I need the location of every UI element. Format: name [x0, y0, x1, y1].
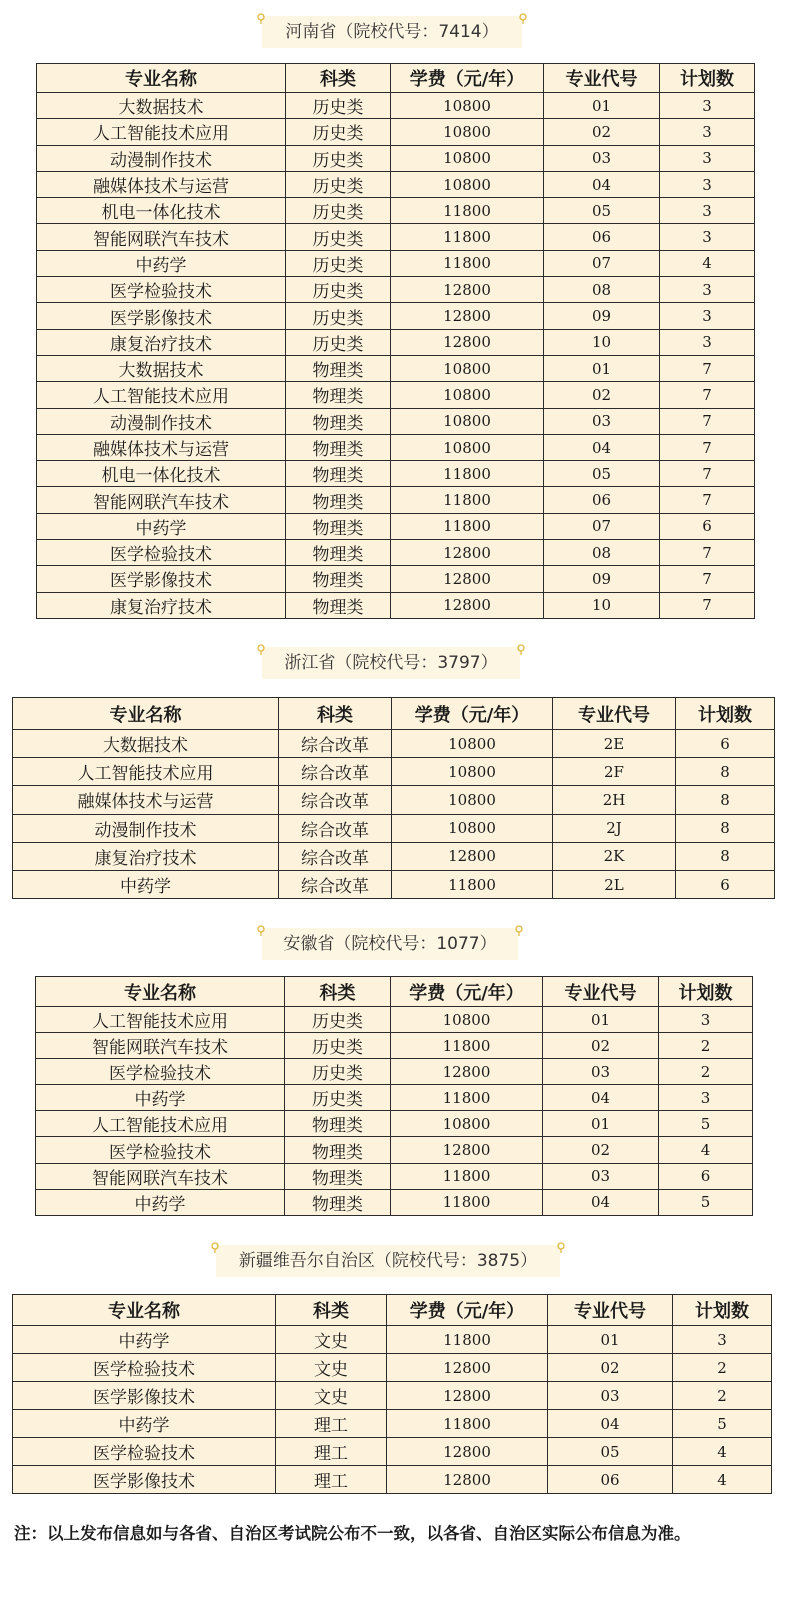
table-row: [36, 1007, 753, 1033]
tuition-cell: 12800: [392, 842, 553, 870]
major-code-cell: 05: [548, 1438, 673, 1466]
tuition-cell: 10800: [391, 145, 544, 171]
major-name-cell: 中药学: [37, 513, 286, 539]
table-row: [37, 277, 755, 303]
plan-count-cell: 6: [676, 870, 775, 898]
table-header-row: [37, 64, 755, 93]
section-title-text: 新疆维吾尔自治区（院校代号：3875）: [238, 1251, 538, 1271]
major-name-cell: 人工智能技术应用: [36, 1007, 285, 1033]
table-row: [36, 1111, 753, 1137]
major-name-cell: 智能网联汽车技术: [36, 1163, 285, 1189]
major-code-cell: 03: [544, 408, 660, 434]
major-name-cell: 融媒体技术与运营: [37, 434, 286, 460]
major-code-cell: 02: [544, 119, 660, 145]
major-code-cell: 02: [548, 1354, 673, 1382]
major-name-cell: 中药学: [37, 250, 286, 276]
category-cell: 综合改革: [279, 786, 392, 814]
plan-count-cell: 7: [660, 408, 755, 434]
major-code-cell: 09: [544, 303, 660, 329]
category-cell: 文史: [276, 1354, 387, 1382]
column-header: 科类: [279, 698, 392, 730]
column-header: 专业名称: [13, 1295, 276, 1326]
major-code-cell: 04: [548, 1410, 673, 1438]
tuition-cell: 11800: [391, 1189, 543, 1215]
category-cell: 综合改革: [279, 814, 392, 842]
category-cell: 物理类: [286, 566, 391, 592]
table-row: [37, 119, 755, 145]
plan-count-cell: 2: [659, 1059, 753, 1085]
plan-count-cell: 3: [660, 145, 755, 171]
major-name-cell: 机电一体化技术: [37, 461, 286, 487]
column-header: 学费（元/年）: [391, 977, 543, 1007]
table-row: [37, 145, 755, 171]
column-header: 学费（元/年）: [387, 1295, 548, 1326]
ornament-icon: [208, 1239, 222, 1253]
tuition-cell: 12800: [391, 1059, 543, 1085]
plan-count-cell: 7: [660, 540, 755, 566]
table-row: [13, 1382, 772, 1410]
ornament-icon: [254, 10, 268, 24]
tuition-cell: 10800: [391, 355, 544, 381]
column-header: 计划数: [660, 64, 755, 93]
plan-count-cell: 8: [676, 758, 775, 786]
tuition-cell: 10800: [392, 786, 553, 814]
category-cell: 历史类: [286, 224, 391, 250]
major-name-cell: 医学检验技术: [37, 540, 286, 566]
major-code-cell: 05: [544, 461, 660, 487]
column-header: 学费（元/年）: [392, 698, 553, 730]
major-name-cell: 医学检验技术: [36, 1137, 285, 1163]
category-cell: 物理类: [286, 487, 391, 513]
table-row: [36, 1085, 753, 1111]
major-name-cell: 中药学: [36, 1189, 285, 1215]
major-name-cell: 动漫制作技术: [37, 145, 286, 171]
major-name-cell: 医学影像技术: [13, 1466, 276, 1494]
table-row: [13, 870, 775, 898]
tuition-cell: 12800: [391, 303, 544, 329]
major-name-cell: 智能网联汽车技术: [36, 1033, 285, 1059]
major-code-cell: 07: [544, 250, 660, 276]
major-code-cell: 2J: [553, 814, 676, 842]
tuition-cell: 10800: [391, 408, 544, 434]
plan-count-cell: 8: [676, 786, 775, 814]
table-row: [37, 408, 755, 434]
table-row: [37, 540, 755, 566]
tuition-cell: 10800: [392, 814, 553, 842]
plan-count-cell: 7: [660, 566, 755, 592]
major-name-cell: 中药学: [13, 870, 279, 898]
column-header: 专业名称: [36, 977, 285, 1007]
section-title-xinjiang: [216, 1245, 560, 1277]
category-cell: 物理类: [286, 592, 391, 618]
tuition-cell: 10800: [391, 171, 544, 197]
major-code-cell: 01: [544, 355, 660, 381]
ornament-icon: [254, 922, 268, 936]
tuition-cell: 11800: [387, 1326, 548, 1354]
column-header: 专业代号: [543, 977, 659, 1007]
major-code-cell: 06: [544, 224, 660, 250]
table-row: [37, 382, 755, 408]
tuition-cell: 11800: [391, 487, 544, 513]
tuition-cell: 12800: [391, 592, 544, 618]
major-code-cell: 04: [544, 171, 660, 197]
major-code-cell: 01: [543, 1111, 659, 1137]
table-row: [13, 1326, 772, 1354]
category-cell: 历史类: [286, 250, 391, 276]
major-name-cell: 医学影像技术: [37, 303, 286, 329]
category-cell: 综合改革: [279, 758, 392, 786]
plan-count-cell: 7: [660, 592, 755, 618]
plan-count-cell: 7: [660, 355, 755, 381]
major-name-cell: 人工智能技术应用: [13, 758, 279, 786]
major-code-cell: 10: [544, 592, 660, 618]
plan-count-cell: 7: [660, 487, 755, 513]
plan-count-cell: 4: [659, 1137, 753, 1163]
table-row: [37, 592, 755, 618]
category-cell: 历史类: [285, 1007, 391, 1033]
major-code-cell: 06: [548, 1466, 673, 1494]
table-row: [37, 329, 755, 355]
table-row: [37, 355, 755, 381]
plan-count-cell: 6: [676, 730, 775, 758]
plan-count-cell: 2: [673, 1354, 772, 1382]
category-cell: 历史类: [286, 145, 391, 171]
major-code-cell: 2H: [553, 786, 676, 814]
column-header: 专业名称: [37, 64, 286, 93]
major-name-cell: 智能网联汽车技术: [37, 487, 286, 513]
major-name-cell: 人工智能技术应用: [36, 1111, 285, 1137]
tuition-cell: 11800: [387, 1410, 548, 1438]
table-header-row: [13, 698, 775, 730]
admission-table-henan: [36, 63, 755, 619]
major-name-cell: 人工智能技术应用: [37, 119, 286, 145]
table-row: [13, 1354, 772, 1382]
tuition-cell: 12800: [391, 1137, 543, 1163]
table-row: [13, 730, 775, 758]
plan-count-cell: 4: [673, 1466, 772, 1494]
column-header: 学费（元/年）: [391, 64, 544, 93]
major-name-cell: 大数据技术: [37, 355, 286, 381]
category-cell: 物理类: [285, 1137, 391, 1163]
plan-count-cell: 6: [660, 513, 755, 539]
tuition-cell: 11800: [391, 1085, 543, 1111]
major-code-cell: 04: [544, 434, 660, 460]
major-name-cell: 医学检验技术: [13, 1354, 276, 1382]
tuition-cell: 11800: [391, 461, 544, 487]
tuition-cell: 10800: [391, 382, 544, 408]
major-code-cell: 05: [544, 198, 660, 224]
plan-count-cell: 7: [660, 461, 755, 487]
major-name-cell: 中药学: [13, 1326, 276, 1354]
table-row: [13, 1466, 772, 1494]
major-code-cell: 07: [544, 513, 660, 539]
major-code-cell: 2F: [553, 758, 676, 786]
major-name-cell: 康复治疗技术: [37, 329, 286, 355]
category-cell: 历史类: [286, 93, 391, 119]
major-code-cell: 01: [544, 93, 660, 119]
category-cell: 历史类: [285, 1033, 391, 1059]
plan-count-cell: 4: [673, 1438, 772, 1466]
category-cell: 物理类: [285, 1163, 391, 1189]
ornament-icon: [554, 1239, 568, 1253]
major-name-cell: 中药学: [13, 1410, 276, 1438]
admission-table-anhui: [35, 976, 753, 1216]
major-code-cell: 04: [543, 1189, 659, 1215]
category-cell: 历史类: [286, 303, 391, 329]
table-row: [13, 758, 775, 786]
plan-count-cell: 3: [660, 171, 755, 197]
section-title-henan: [262, 16, 522, 48]
category-cell: 物理类: [286, 513, 391, 539]
plan-count-cell: 3: [660, 198, 755, 224]
category-cell: 理工: [276, 1466, 387, 1494]
table-row: [36, 1189, 753, 1215]
category-cell: 物理类: [285, 1189, 391, 1215]
category-cell: 历史类: [285, 1085, 391, 1111]
ornament-icon: [514, 641, 528, 655]
category-cell: 综合改革: [279, 842, 392, 870]
major-code-cell: 10: [544, 329, 660, 355]
tuition-cell: 10800: [392, 758, 553, 786]
plan-count-cell: 3: [660, 329, 755, 355]
table-row: [37, 250, 755, 276]
category-cell: 综合改革: [279, 870, 392, 898]
tuition-cell: 11800: [391, 513, 544, 539]
plan-count-cell: 3: [659, 1007, 753, 1033]
plan-count-cell: 3: [673, 1326, 772, 1354]
table-row: [37, 434, 755, 460]
major-name-cell: 智能网联汽车技术: [37, 224, 286, 250]
major-code-cell: 08: [544, 540, 660, 566]
major-code-cell: 01: [543, 1007, 659, 1033]
table-row: [37, 566, 755, 592]
plan-count-cell: 2: [659, 1033, 753, 1059]
ornament-icon: [512, 922, 526, 936]
major-name-cell: 医学检验技术: [13, 1438, 276, 1466]
plan-count-cell: 3: [659, 1085, 753, 1111]
category-cell: 物理类: [286, 540, 391, 566]
section-title-zhejiang: [262, 647, 520, 679]
table-row: [13, 1438, 772, 1466]
tuition-cell: 12800: [391, 540, 544, 566]
table-row: [13, 842, 775, 870]
category-cell: 历史类: [286, 329, 391, 355]
tuition-cell: 12800: [387, 1438, 548, 1466]
table-row: [13, 786, 775, 814]
tuition-cell: 11800: [391, 224, 544, 250]
major-code-cell: 02: [544, 382, 660, 408]
plan-count-cell: 6: [659, 1163, 753, 1189]
category-cell: 历史类: [286, 119, 391, 145]
column-header: 专业代号: [553, 698, 676, 730]
category-cell: 物理类: [286, 355, 391, 381]
major-name-cell: 医学检验技术: [36, 1059, 285, 1085]
column-header: 科类: [276, 1295, 387, 1326]
table-row: [37, 224, 755, 250]
table-row: [13, 814, 775, 842]
admission-table-xinjiang: [12, 1294, 772, 1494]
tuition-cell: 10800: [391, 434, 544, 460]
plan-count-cell: 3: [660, 93, 755, 119]
table-row: [37, 93, 755, 119]
major-code-cell: 03: [544, 145, 660, 171]
tuition-cell: 11800: [392, 870, 553, 898]
table-row: [36, 1163, 753, 1189]
ornament-icon: [254, 641, 268, 655]
column-header: 计划数: [676, 698, 775, 730]
section-title-text: 安徽省（院校代号：1077）: [283, 934, 497, 954]
table-row: [37, 303, 755, 329]
category-cell: 历史类: [286, 277, 391, 303]
table-row: [37, 513, 755, 539]
table-row: [37, 461, 755, 487]
category-cell: 物理类: [286, 461, 391, 487]
category-cell: 物理类: [286, 408, 391, 434]
major-name-cell: 医学影像技术: [37, 566, 286, 592]
tuition-cell: 10800: [391, 119, 544, 145]
column-header: 专业名称: [13, 698, 279, 730]
major-name-cell: 大数据技术: [37, 93, 286, 119]
category-cell: 文史: [276, 1382, 387, 1410]
tuition-cell: 12800: [387, 1466, 548, 1494]
category-cell: 历史类: [285, 1059, 391, 1085]
ornament-icon: [516, 10, 530, 24]
table-row: [36, 1059, 753, 1085]
table-header-row: [36, 977, 753, 1007]
tuition-cell: 11800: [391, 1163, 543, 1189]
major-code-cell: 02: [543, 1137, 659, 1163]
column-header: 计划数: [673, 1295, 772, 1326]
column-header: 计划数: [659, 977, 753, 1007]
category-cell: 理工: [276, 1410, 387, 1438]
table-row: [37, 171, 755, 197]
section-title-text: 浙江省（院校代号：3797）: [284, 653, 498, 673]
table-row: [13, 1410, 772, 1438]
category-cell: 历史类: [286, 198, 391, 224]
major-code-cell: 2L: [553, 870, 676, 898]
table-header-row: [13, 1295, 772, 1326]
tuition-cell: 10800: [391, 1007, 543, 1033]
plan-count-cell: 8: [676, 842, 775, 870]
plan-count-cell: 3: [660, 224, 755, 250]
major-code-cell: 03: [548, 1382, 673, 1410]
plan-count-cell: 7: [660, 382, 755, 408]
major-code-cell: 06: [544, 487, 660, 513]
plan-count-cell: 7: [660, 434, 755, 460]
plan-count-cell: 5: [659, 1189, 753, 1215]
major-code-cell: 2K: [553, 842, 676, 870]
category-cell: 物理类: [286, 382, 391, 408]
tuition-cell: 11800: [391, 250, 544, 276]
category-cell: 历史类: [286, 171, 391, 197]
major-name-cell: 康复治疗技术: [37, 592, 286, 618]
plan-count-cell: 3: [660, 303, 755, 329]
plan-count-cell: 4: [660, 250, 755, 276]
major-code-cell: 08: [544, 277, 660, 303]
major-code-cell: 09: [544, 566, 660, 592]
disclaimer-note: 注：以上发布信息如与各省、自治区考试院公布不一致，以各省、自治区实际公布信息为准。: [14, 1524, 691, 1543]
major-name-cell: 医学影像技术: [13, 1382, 276, 1410]
major-name-cell: 动漫制作技术: [37, 408, 286, 434]
tuition-cell: 11800: [391, 1033, 543, 1059]
plan-count-cell: 5: [659, 1111, 753, 1137]
tuition-cell: 12800: [387, 1382, 548, 1410]
table-row: [36, 1137, 753, 1163]
section-title-anhui: [262, 928, 518, 960]
major-name-cell: 大数据技术: [13, 730, 279, 758]
tuition-cell: 12800: [391, 329, 544, 355]
table-row: [36, 1033, 753, 1059]
tuition-cell: 12800: [387, 1354, 548, 1382]
major-name-cell: 中药学: [36, 1085, 285, 1111]
plan-count-cell: 2: [673, 1382, 772, 1410]
tuition-cell: 11800: [391, 198, 544, 224]
table-row: [37, 198, 755, 224]
tuition-cell: 10800: [391, 93, 544, 119]
category-cell: 物理类: [286, 434, 391, 460]
major-code-cell: 01: [548, 1326, 673, 1354]
column-header: 专业代号: [548, 1295, 673, 1326]
plan-count-cell: 8: [676, 814, 775, 842]
major-code-cell: 03: [543, 1059, 659, 1085]
plan-count-cell: 3: [660, 277, 755, 303]
major-code-cell: 04: [543, 1085, 659, 1111]
category-cell: 理工: [276, 1438, 387, 1466]
major-code-cell: 2E: [553, 730, 676, 758]
major-code-cell: 03: [543, 1163, 659, 1189]
major-name-cell: 医学检验技术: [37, 277, 286, 303]
category-cell: 物理类: [285, 1111, 391, 1137]
category-cell: 文史: [276, 1326, 387, 1354]
major-name-cell: 动漫制作技术: [13, 814, 279, 842]
tuition-cell: 12800: [391, 277, 544, 303]
tuition-cell: 12800: [391, 566, 544, 592]
column-header: 科类: [286, 64, 391, 93]
plan-count-cell: 5: [673, 1410, 772, 1438]
column-header: 科类: [285, 977, 391, 1007]
major-name-cell: 融媒体技术与运营: [37, 171, 286, 197]
plan-count-cell: 3: [660, 119, 755, 145]
column-header: 专业代号: [544, 64, 660, 93]
major-name-cell: 机电一体化技术: [37, 198, 286, 224]
tuition-cell: 10800: [392, 730, 553, 758]
admission-table-zhejiang: [12, 697, 775, 899]
category-cell: 综合改革: [279, 730, 392, 758]
major-name-cell: 融媒体技术与运营: [13, 786, 279, 814]
major-name-cell: 康复治疗技术: [13, 842, 279, 870]
major-code-cell: 02: [543, 1033, 659, 1059]
major-name-cell: 人工智能技术应用: [37, 382, 286, 408]
tuition-cell: 10800: [391, 1111, 543, 1137]
section-title-text: 河南省（院校代号：7414）: [285, 22, 499, 42]
table-row: [37, 487, 755, 513]
